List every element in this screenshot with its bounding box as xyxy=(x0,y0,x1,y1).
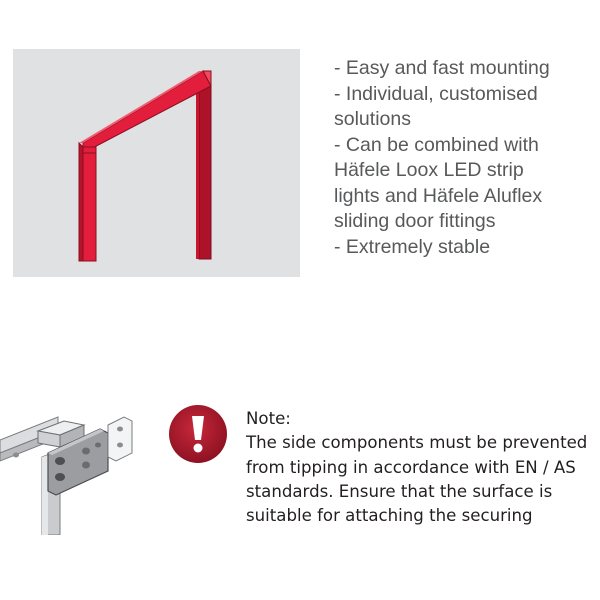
note-line: suitable for attaching the securing xyxy=(246,506,533,526)
frame-illustration-panel xyxy=(13,49,300,277)
feature-line: - Can be combined with xyxy=(334,133,539,156)
feature-list xyxy=(334,56,594,260)
note-line: standards. Ensure that the surface is xyxy=(246,481,553,501)
frame-illustration xyxy=(13,49,300,277)
feature-line: - Individual, customised xyxy=(334,82,538,105)
feature-line: lights and Häfele Aluflex xyxy=(334,184,543,207)
feature-line: - Extremely stable xyxy=(334,235,491,258)
note-line: from tipping in accordance with EN / AS xyxy=(246,457,576,477)
feature-line: - Easy and fast mounting xyxy=(334,57,550,79)
note-title: Note: xyxy=(246,409,291,428)
note-block xyxy=(246,407,596,528)
feature-line: Häfele Loox LED strip xyxy=(334,159,524,181)
feature-line: solutions xyxy=(334,108,411,130)
warning-exclamation-icon xyxy=(168,404,228,464)
feature-line: sliding door fittings xyxy=(334,210,496,232)
note-line: The side components must be prevented xyxy=(246,433,588,453)
mounting-bracket-illustration xyxy=(0,395,145,535)
